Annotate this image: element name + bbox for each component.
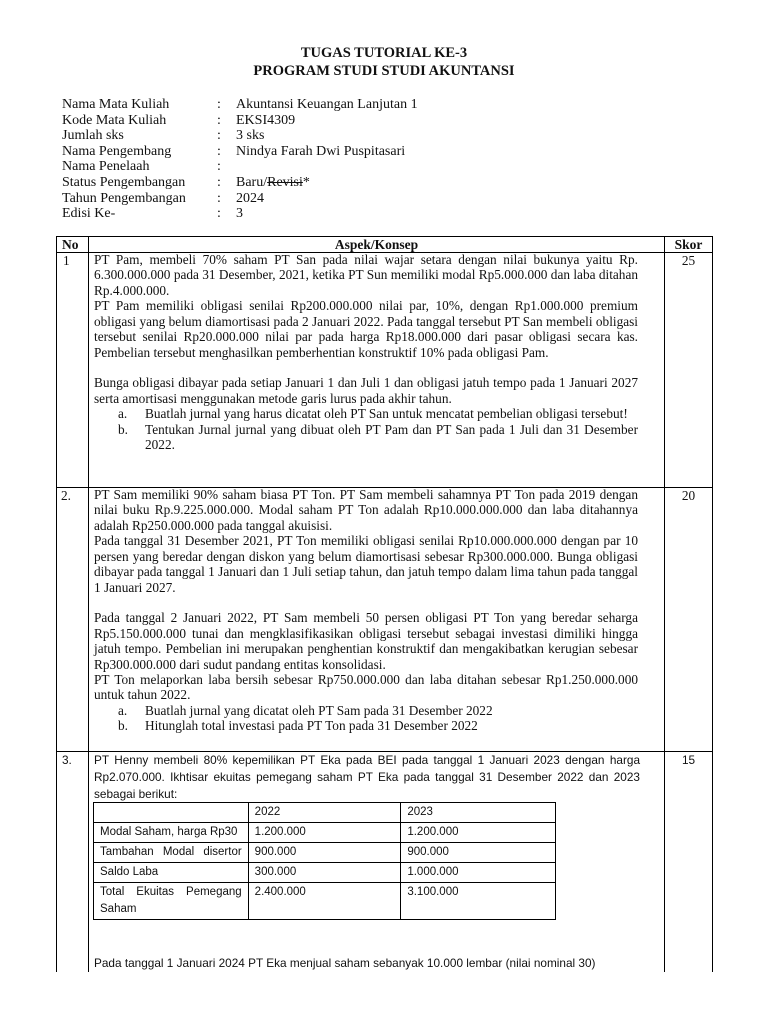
task-text: Tentukan Jurnal jurnal yang dibuat oleh PT Pam dan PT San pada 1 Juli dan 31 Desember 2022. — [145, 421, 638, 452]
info-colon: : — [217, 206, 221, 222]
question-paragraph: PT Ton melaporkan laba bersih sebesar Rp750.000.000 dan laba ditahan sebesar Rp1.250.000.000 untuk tahun 2022. — [94, 671, 638, 703]
equity-header-cell: 2023 — [401, 803, 556, 823]
question-paragraph: Pada tanggal 1 Januari 2024 PT Eka menjual saham sebanyak 10.000 lembar (nilai nominal 30) — [94, 956, 596, 970]
question-2-body — [94, 487, 638, 734]
equity-row — [94, 823, 556, 843]
question-score: 15 — [681, 753, 696, 767]
question-number: 3. — [62, 753, 72, 767]
task-text: Buatlah jurnal yang dicatat oleh PT Sam pada 31 Desember 2022 — [145, 702, 493, 718]
equity-value-cell: 300.000 — [248, 863, 401, 883]
info-value: Akuntansi Keuangan Lanjutan 1 — [236, 97, 418, 112]
info-value: EKSI4309 — [236, 112, 296, 128]
task-marker: a. — [118, 406, 128, 422]
equity-header-row — [94, 803, 556, 823]
info-label: Tahun Pengembangan — [62, 190, 186, 206]
table-border — [664, 236, 665, 972]
task-item — [118, 422, 638, 453]
info-colon: : — [217, 174, 221, 190]
equity-header-cell: 2022 — [248, 803, 401, 823]
question-score: 20 — [681, 488, 696, 503]
task-marker: a. — [118, 702, 128, 718]
question-number: 2. — [61, 488, 71, 503]
status-struck: Revisi — [267, 174, 303, 190]
question-paragraph: PT Sam memiliki 90% saham biasa PT Ton. PT Sam membeli sahamnya PT Ton pada 2019 dengan nilai buku Rp.9.225.000.000. Modal saham PT Ton adalah Rp10.000.000.000 dan laba ditahannya adalah Rp250.000.000 pada tanggal akuisisi. — [94, 487, 638, 533]
question-paragraph: Bunga obligasi dibayar pada setiap Januari 1 dan Juli 1 dan obligasi jatuh tempo pada 1 Januari 2027 serta amortisasi menggunakan metode garis lurus pada akhir tahun. — [94, 375, 638, 406]
info-value: Nindya Farah Dwi Puspitasari — [236, 143, 406, 159]
info-value: 2024 — [236, 190, 264, 206]
info-value: 3 sks — [236, 128, 265, 144]
equity-value-cell: 900.000 — [248, 843, 401, 863]
info-value — [236, 175, 310, 191]
question-1-body — [94, 252, 638, 452]
question-paragraph: PT Pam memiliki obligasi senilai Rp200.000.000 nilai par, 10%, dengan Rp1.000.000 premium obligasi yang belum diamortisasi pada 2 Januari 2022. Pada tanggal tersebut PT San membeli obligasi tersebut senilai Rp20.000.000 nilai par pada harga Rp18.000.000 dari pasar obligasi secara kas. Pembelian tersebut menghasilkan pemberhentian konstruktif 10% pada obligasi Pam. — [94, 298, 638, 360]
task-text: Hitunglah total investasi pada PT Ton pada 31 Desember 2022 — [145, 718, 478, 734]
equity-label-text: Tambahan Modal disertor — [100, 846, 242, 858]
equity-label-cell — [94, 843, 249, 863]
header-skor: Skor — [674, 237, 703, 252]
info-colon: : — [217, 190, 221, 206]
info-label: Status Pengembangan — [62, 174, 186, 190]
header-aspek: Aspek/Konsep — [334, 237, 419, 252]
task-item — [118, 703, 638, 718]
equity-row — [94, 843, 556, 863]
question-paragraph: PT Pam, membeli 70% saham PT San pada nilai wajar setara dengan nilai bukunya yaitu Rp. 6.300.000.000 pada 31 Desember, 2021, ketika PT Sun memiliki modal Rp5.000.000 dan laba ditahan Rp.4.000.000. — [94, 252, 638, 298]
info-label: Edisi Ke- — [62, 206, 116, 222]
task-marker: b. — [118, 718, 128, 734]
equity-value-cell: 1.200.000 — [248, 823, 401, 843]
question-paragraph: Pada tanggal 2 Januari 2022, PT Sam membeli 50 persen obligasi PT Ton yang beredar seharga Rp5.150.000.000 tunai dan mengklasifikasikan obligasi tersebut sebagai investasi dimiliki hingga jatuh tempo. Pembelian ini merupakan penghentian konstruktif dan mengakibatkan kerugian sebesar Rp300.000.000 dari sudut pandang entitas konsolidasi. — [94, 610, 638, 672]
task-item — [118, 406, 638, 421]
info-label: Kode Mata Kuliah — [62, 112, 167, 128]
equity-header-cell — [94, 803, 249, 823]
status-plain: Baru/ — [236, 174, 268, 190]
question-paragraph: Pada tanggal 31 Desember 2021, PT Ton memiliki obligasi senilai Rp10.000.000.000 dengan par 10 persen yang beredar dengan diskon yang belum diamortisasi sebesar Rp300.000.000. Bunga obligasi dibayar pada tanggal 1 Januari dan 1 Juli setiap tahun, dan jatuh tempo dalam lima tahun pada tanggal 1 Januari 2027. — [94, 533, 638, 595]
task-marker: b. — [118, 421, 128, 437]
question-3-body: PT Henny membeli 80% kepemilikan PT Eka pada BEI pada tanggal 1 Januari 2023 dengan harga Rp2.070.000. Ikhtisar ekuitas pemegang saham PT Eka pada tanggal 31 Desember 2022 dan 2023 sebagai berikut: — [94, 753, 640, 802]
task-text: Buatlah jurnal yang harus dicatat oleh PT San untuk mencatat pembelian obligasi tersebut! — [145, 406, 628, 422]
header-no: No — [62, 237, 79, 252]
equity-value-cell: 3.100.000 — [401, 883, 556, 920]
equity-row — [94, 863, 556, 883]
equity-value-cell: 900.000 — [401, 843, 556, 863]
question-number: 1 — [63, 253, 70, 268]
equity-label-cell — [94, 883, 249, 920]
equity-value-cell: 2.400.000 — [248, 883, 401, 920]
table-border — [712, 236, 713, 972]
info-colon: : — [217, 112, 221, 128]
info-label: Nama Pengembang — [62, 143, 172, 159]
table-border — [88, 236, 89, 972]
status-suffix: * — [302, 174, 310, 190]
equity-table — [93, 802, 556, 920]
question-score: 25 — [681, 253, 696, 268]
info-colon: : — [217, 159, 221, 175]
info-label: Nama Penelaah — [62, 159, 150, 175]
equity-label-cell: Saldo Laba — [94, 863, 249, 883]
info-label: Jumlah sks — [62, 128, 124, 144]
info-value: 3 — [236, 206, 243, 222]
info-colon: : — [217, 128, 221, 144]
info-label: Nama Mata Kuliah — [62, 97, 170, 112]
equity-value-cell: 1.200.000 — [401, 823, 556, 843]
task-item — [118, 718, 638, 733]
info-colon: : — [217, 143, 221, 159]
document-title: TUGAS TUTORIAL KE-3 — [300, 45, 468, 61]
equity-label-cell: Modal Saham, harga Rp30 — [94, 823, 249, 843]
equity-label-text: Total Ekuitas Pemegang Saham — [100, 886, 242, 915]
info-colon: : — [217, 97, 221, 112]
document-subtitle: PROGRAM STUDI STUDI AKUNTANSI — [253, 63, 515, 79]
equity-row — [94, 883, 556, 920]
table-border — [56, 236, 57, 972]
equity-value-cell: 1.000.000 — [401, 863, 556, 883]
